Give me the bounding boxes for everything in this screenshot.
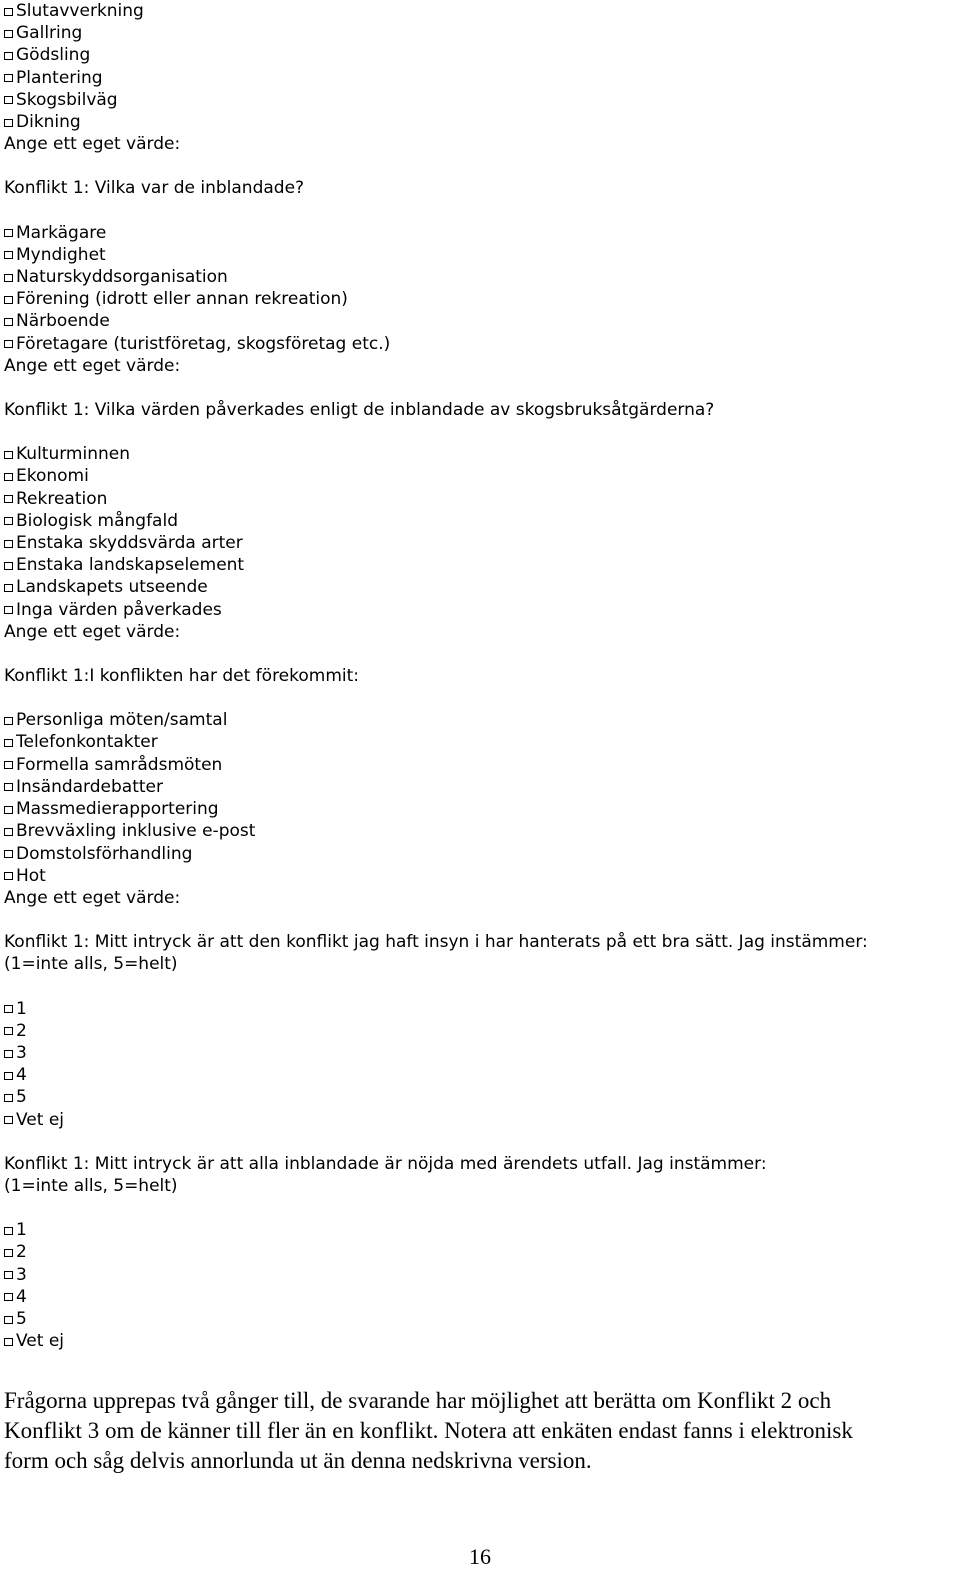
option-moten[interactable] bbox=[4, 709, 960, 731]
option-telefon[interactable] bbox=[4, 731, 960, 753]
option-brevvaxling[interactable] bbox=[4, 820, 960, 842]
option-label: Vet ej bbox=[16, 1109, 65, 1130]
checkbox-icon[interactable] bbox=[4, 274, 13, 282]
option-label: Biologisk mångfald bbox=[16, 510, 178, 531]
option-label: Enstaka landskapselement bbox=[16, 555, 245, 576]
option-label: Telefonkontakter bbox=[16, 732, 158, 753]
option-rating-5[interactable] bbox=[4, 1308, 960, 1330]
option-label: 5 bbox=[16, 1087, 27, 1108]
option-vet-ej[interactable] bbox=[4, 1330, 960, 1352]
block1-options bbox=[4, 0, 960, 155]
option-label: 4 bbox=[16, 1065, 27, 1086]
closing-note bbox=[4, 1386, 954, 1475]
option-utseende[interactable] bbox=[4, 576, 960, 598]
checkbox-icon[interactable] bbox=[4, 562, 13, 570]
checkbox-icon[interactable] bbox=[4, 739, 13, 747]
other-value-label: Ange ett eget värde: bbox=[4, 355, 181, 376]
option-foretagare[interactable] bbox=[4, 333, 960, 355]
option-myndighet[interactable] bbox=[4, 244, 960, 266]
option-label: Närboende bbox=[16, 311, 110, 332]
checkbox-icon[interactable] bbox=[4, 584, 13, 592]
other-value-label: Ange ett eget värde: bbox=[4, 887, 181, 908]
option-skyddsvarda[interactable] bbox=[4, 532, 960, 554]
checkbox-icon[interactable] bbox=[4, 761, 13, 769]
option-plantering[interactable] bbox=[4, 67, 960, 89]
checkbox-icon[interactable] bbox=[4, 828, 13, 836]
q3-options bbox=[4, 443, 960, 643]
checkbox-icon[interactable] bbox=[4, 606, 13, 614]
checkbox-icon[interactable] bbox=[4, 1249, 13, 1257]
scale-hint: (1=inte alls, 5=helt) bbox=[4, 954, 178, 975]
checkbox-icon[interactable] bbox=[4, 806, 13, 814]
option-label: Ekonomi bbox=[16, 466, 89, 487]
option-label: Domstolsförhandling bbox=[16, 843, 193, 864]
option-rating-1[interactable] bbox=[4, 998, 960, 1020]
option-label: Företagare (turistföretag, skogsföretag etc.) bbox=[16, 333, 391, 354]
option-rating-3[interactable] bbox=[4, 1264, 960, 1286]
question-occurred: Konflikt 1:I konflikten har det förekommit: bbox=[4, 666, 360, 687]
option-label: 1 bbox=[16, 1220, 27, 1241]
checkbox-icon[interactable] bbox=[4, 872, 13, 880]
option-label: 3 bbox=[16, 1264, 27, 1285]
option-rating-4[interactable] bbox=[4, 1286, 960, 1308]
checkbox-icon[interactable] bbox=[4, 517, 13, 525]
option-label: Naturskyddsorganisation bbox=[16, 267, 228, 288]
q6-options bbox=[4, 1219, 960, 1352]
option-massmedia[interactable] bbox=[4, 798, 960, 820]
checkbox-icon[interactable] bbox=[4, 783, 13, 791]
option-slutavverkning[interactable] bbox=[4, 0, 960, 22]
option-landskapselement[interactable] bbox=[4, 554, 960, 576]
option-markagare[interactable] bbox=[4, 222, 960, 244]
option-label: Skogsbilväg bbox=[16, 89, 118, 110]
option-rating-1[interactable] bbox=[4, 1219, 960, 1241]
option-gallring[interactable] bbox=[4, 22, 960, 44]
page-number: 16 bbox=[469, 1544, 491, 1569]
option-forening[interactable] bbox=[4, 288, 960, 310]
option-label: Insändardebatter bbox=[16, 776, 163, 797]
option-label: 4 bbox=[16, 1286, 27, 1307]
checkbox-icon[interactable] bbox=[4, 1116, 13, 1124]
questionnaire-page bbox=[4, 0, 960, 1475]
option-rekreation[interactable] bbox=[4, 488, 960, 510]
option-rating-2[interactable] bbox=[4, 1020, 960, 1042]
checkbox-icon[interactable] bbox=[4, 1293, 13, 1301]
question-satisfied: Konflikt 1: Mitt intryck är att alla inblandade är nöjda med ärendets utfall. Jag instämmer: bbox=[4, 1153, 767, 1174]
option-label: Plantering bbox=[16, 67, 103, 88]
option-label: Landskapets utseende bbox=[16, 577, 208, 598]
option-naturskydd[interactable] bbox=[4, 266, 960, 288]
note-line: Konflikt 3 om de känner till fler än en konflikt. Notera att enkäten endast fanns i elektronisk bbox=[4, 1417, 853, 1443]
checkbox-icon[interactable] bbox=[4, 251, 13, 259]
option-label: Personliga möten/samtal bbox=[16, 710, 228, 731]
option-label: 3 bbox=[16, 1042, 27, 1063]
option-label: Inga värden påverkades bbox=[16, 599, 222, 620]
option-narboende[interactable] bbox=[4, 310, 960, 332]
option-label: Gödsling bbox=[16, 45, 91, 66]
option-godsling[interactable] bbox=[4, 44, 960, 66]
option-insandare[interactable] bbox=[4, 776, 960, 798]
checkbox-icon[interactable] bbox=[4, 1072, 13, 1080]
checkbox-icon[interactable] bbox=[4, 451, 13, 459]
checkbox-icon[interactable] bbox=[4, 318, 13, 326]
checkbox-icon[interactable] bbox=[4, 1271, 13, 1279]
question-values-affected: Konflikt 1: Vilka värden påverkades enligt de inblandade av skogsbruksåtgärderna? bbox=[4, 400, 715, 421]
option-label: 5 bbox=[16, 1308, 27, 1329]
checkbox-icon[interactable] bbox=[4, 1094, 13, 1102]
checkbox-icon[interactable] bbox=[4, 717, 13, 725]
checkbox-icon[interactable] bbox=[4, 1316, 13, 1324]
option-label: Slutavverkning bbox=[16, 1, 144, 21]
checkbox-icon[interactable] bbox=[4, 1027, 13, 1035]
checkbox-icon[interactable] bbox=[4, 1227, 13, 1235]
option-rating-5[interactable] bbox=[4, 1086, 960, 1108]
scale-hint: (1=inte alls, 5=helt) bbox=[4, 1175, 178, 1196]
q4-options bbox=[4, 709, 960, 909]
note-line: form och såg delvis annorlunda ut än denna nedskrivna version. bbox=[4, 1447, 592, 1473]
checkbox-icon[interactable] bbox=[4, 30, 13, 38]
option-biologisk[interactable] bbox=[4, 510, 960, 532]
checkbox-icon[interactable] bbox=[4, 296, 13, 304]
option-label: 1 bbox=[16, 998, 27, 1019]
option-label: Markägare bbox=[16, 222, 107, 243]
option-dikning[interactable] bbox=[4, 111, 960, 133]
other-value-label: Ange ett eget värde: bbox=[4, 621, 181, 642]
option-label: Dikning bbox=[16, 112, 81, 133]
option-label: Vet ej bbox=[16, 1331, 65, 1352]
option-kulturminnen[interactable] bbox=[4, 443, 960, 465]
checkbox-icon[interactable] bbox=[4, 850, 13, 858]
q2-options bbox=[4, 222, 960, 377]
checkbox-icon[interactable] bbox=[4, 340, 13, 348]
checkbox-icon[interactable] bbox=[4, 495, 13, 503]
checkbox-icon[interactable] bbox=[4, 52, 13, 60]
option-label: Rekreation bbox=[16, 488, 108, 509]
option-inga-varden[interactable] bbox=[4, 599, 960, 621]
option-label: Förening (idrott eller annan rekreation) bbox=[16, 289, 348, 310]
question-involved: Konflikt 1: Vilka var de inblandade? bbox=[4, 178, 305, 199]
checkbox-icon[interactable] bbox=[4, 74, 13, 82]
option-rating-3[interactable] bbox=[4, 1042, 960, 1064]
option-rating-4[interactable] bbox=[4, 1064, 960, 1086]
option-hot[interactable] bbox=[4, 865, 960, 887]
option-label: 2 bbox=[16, 1020, 27, 1041]
checkbox-icon[interactable] bbox=[4, 229, 13, 237]
option-label: Brevväxling inklusive e-post bbox=[16, 821, 256, 842]
other-value-label: Ange ett eget värde: bbox=[4, 134, 181, 155]
option-samrad[interactable] bbox=[4, 754, 960, 776]
option-label: Kulturminnen bbox=[16, 444, 130, 465]
note-line: Frågorna upprepas två gånger till, de svarande har möjlighet att berätta om Konflikt 2 och bbox=[4, 1388, 832, 1414]
option-label: Hot bbox=[16, 865, 46, 886]
checkbox-icon[interactable] bbox=[4, 1050, 13, 1058]
checkbox-icon[interactable] bbox=[4, 1338, 13, 1346]
checkbox-icon[interactable] bbox=[4, 540, 13, 548]
option-label: 2 bbox=[16, 1242, 27, 1263]
checkbox-icon[interactable] bbox=[4, 8, 13, 16]
option-label: Gallring bbox=[16, 23, 83, 44]
checkbox-icon[interactable] bbox=[4, 473, 13, 481]
option-label: Enstaka skyddsvärda arter bbox=[16, 533, 243, 554]
q5-options bbox=[4, 998, 960, 1131]
checkbox-icon[interactable] bbox=[4, 119, 13, 127]
option-rating-2[interactable] bbox=[4, 1241, 960, 1263]
question-handled-well: Konflikt 1: Mitt intryck är att den konflikt jag haft insyn i har hanterats på ett bra sätt. Jag instämmer: bbox=[4, 932, 868, 953]
option-label: Formella samrådsmöten bbox=[16, 754, 223, 775]
option-label: Myndighet bbox=[16, 244, 106, 265]
option-ekonomi[interactable] bbox=[4, 465, 960, 487]
checkbox-icon[interactable] bbox=[4, 1005, 13, 1013]
option-domstol[interactable] bbox=[4, 843, 960, 865]
option-vet-ej[interactable] bbox=[4, 1109, 960, 1131]
option-label: Massmedierapportering bbox=[16, 799, 219, 820]
checkbox-icon[interactable] bbox=[4, 96, 13, 104]
option-skogsbilvag[interactable] bbox=[4, 89, 960, 111]
